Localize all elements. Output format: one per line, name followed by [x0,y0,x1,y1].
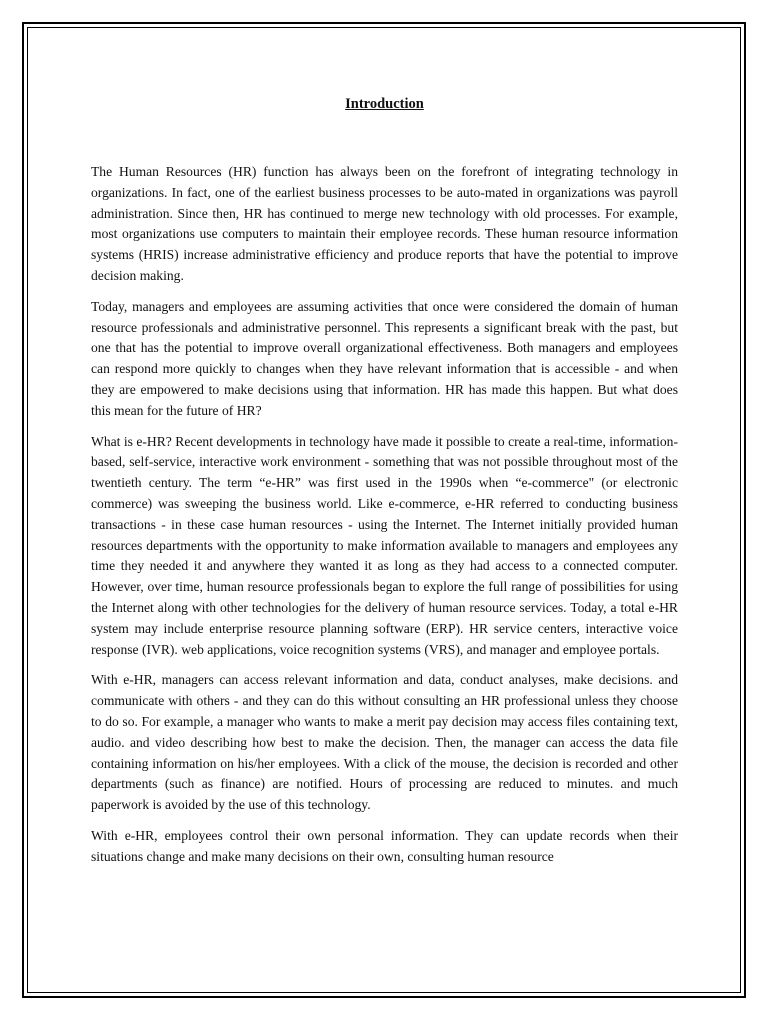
paragraph-employees-ehr: With e-HR, employees control their own personal information. They can update records when their situations change and make many decisions on their own, consulting human resource [91,827,678,864]
page-title: Introduction [345,96,424,112]
paragraph-what-is-ehr: What is e-HR? Recent developments in technology have made it possible to create a real-time, information-based, self-service, interactive work environment - something that was not possible throughout most of the twentieth century. The term “e-HR” was first used in the 1990s when “e-commerce" (or electronic commerce) was sweeping the business world. Like e-commerce, e-HR referred to conducting business transactions - in these case human resources - using the Internet. The Internet initially provided human resources departments with the opportunity to make information available to managers and employees any time they needed it and anywhere they wanted it as long as they had access to a connected computer. However, over time, human resource professionals began to explore the full range of possibilities for using the Internet along with other technologies for the delivery of human resource services. Today, a total e-HR system may include enterprise resource planning software (ERP). HR service centers, interactive voice response (IVR). web applications, voice recognition systems (VRS), and manager and employee portals. [91,433,678,657]
paragraph-managers-employees: Today, managers and employees are assuming activities that once were considered the domain of human resource professionals and administrative personnel. This represents a significant break with the past, but one that has the potential to improve overall organizational effectiveness. Both managers and employees can respond more quickly to changes when they have relevant information that is accessible - and when they are empowered to make decisions using that information. HR has made this happen. But what does this mean for the future of HR? [91,298,678,418]
document-body [91,92,678,878]
paragraph-managers-ehr: With e-HR, managers can access relevant information and data, conduct analyses, make decisions. and communicate with others - and they can do this without consulting an HR professional unless they choose to do so. For example, a manager who wants to make a merit pay decision may access files containing text, audio. and video describing how best to make the decision. Then, the manager can access the data file containing information on his/her employees. With a click of the mouse, the decision is recorded and other departments (such as finance) are notified. Hours of processing are reduced to minutes. and much paperwork is avoided by the use of this technology. [91,672,678,813]
paragraph-hr-technology: The Human Resources (HR) function has always been on the forefront of integrating technology in organizations. In fact, one of the earliest business processes to be auto-mated in organizations was payroll administration. Since then, HR has continued to merge new technology with old processes. For example, most organizations use computers to maintain their employee records. These human resource information systems (HRIS) increase administrative efficiency and produce reports that have the potential to improve decision making. [91,164,678,283]
